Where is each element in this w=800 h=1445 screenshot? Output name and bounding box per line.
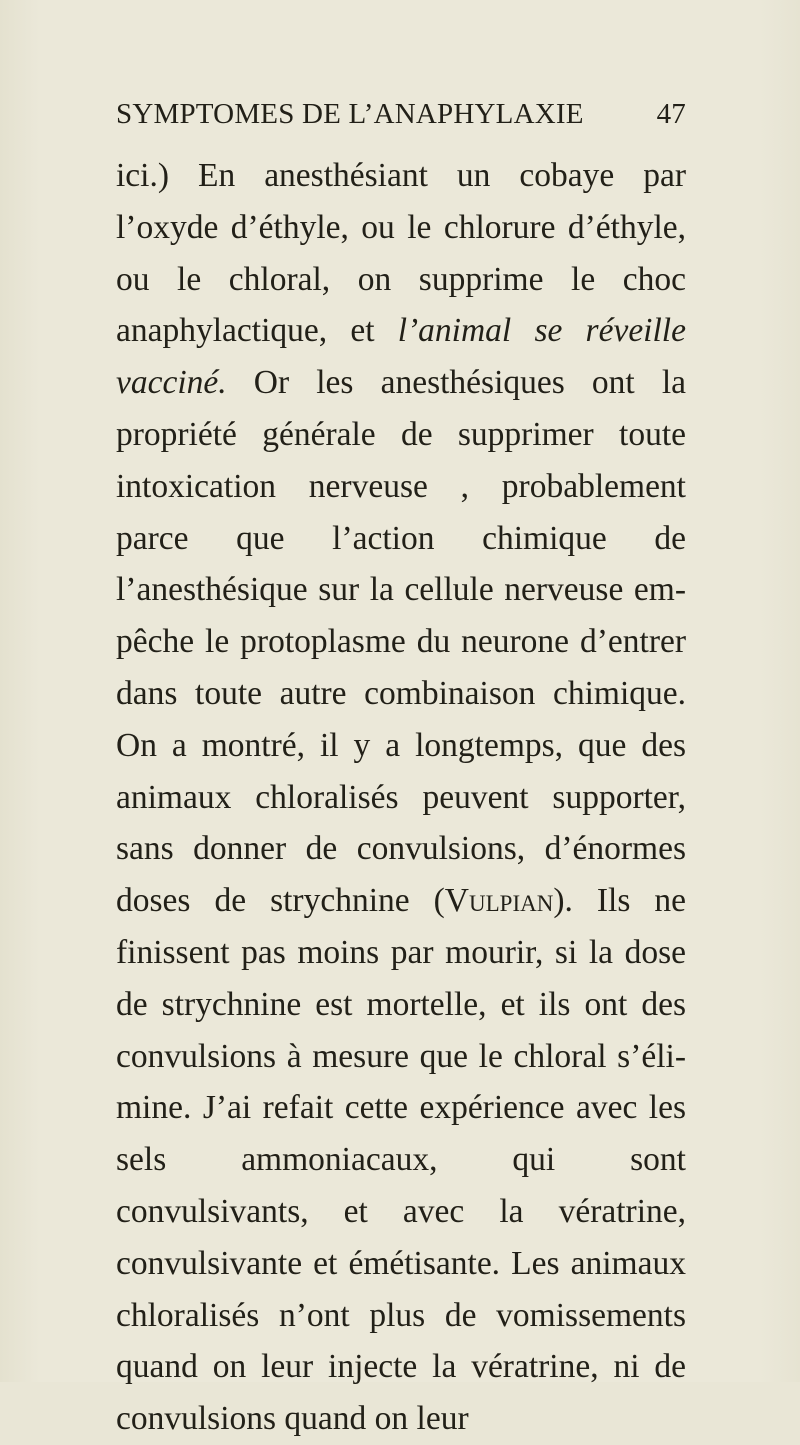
author-name-vulpian: Vulpian: [444, 882, 554, 920]
paragraph-text-part-2: Or les anesthésiques ont la propriété générale de supprimer toute intoxication nerveuse , probablement parce que l’action chimique de l’anesthésique sur la cellule nerveuse empêche le protoplasme du neurone d’entrer dans toute autre combinaison chimique. On a montré, il y a longtemps, que des animaux chloralisés peuvent supporter, sans donner de convulsions, d’énormes doses de strychnine (: [116, 364, 686, 920]
body-paragraph: [116, 150, 686, 1445]
italic-phrase: l’animal se réveille vacciné.: [116, 312, 686, 402]
paragraph-text-part-1: ici.) En anesthésiant un cobaye par l’oxyde d’éthyle, ou le chlorure d’éthyle, ou le chloral, on supprime le choc anaphylactique, et: [116, 157, 686, 350]
running-title: SYMPTOMES DE L’ANAPHYLAXIE: [116, 98, 584, 130]
page-number: 47: [656, 98, 686, 130]
running-header: [116, 98, 686, 142]
paragraph-text-part-3: ). Ils ne finissent pas moins par mourir, si la dose de strychnine est mortelle, et ils ont des convulsions à mesure que le chloral s’élimine. J’ai refait cette expérience avec les sels ammoniacaux, qui sont convulsivants, et avec la vératrine, convulsivante et émétisante. Les animaux chloralisés n’ont plus de vomissements quand on leur injecte la vératrine, ni de convulsions quand on leur: [116, 882, 686, 1438]
